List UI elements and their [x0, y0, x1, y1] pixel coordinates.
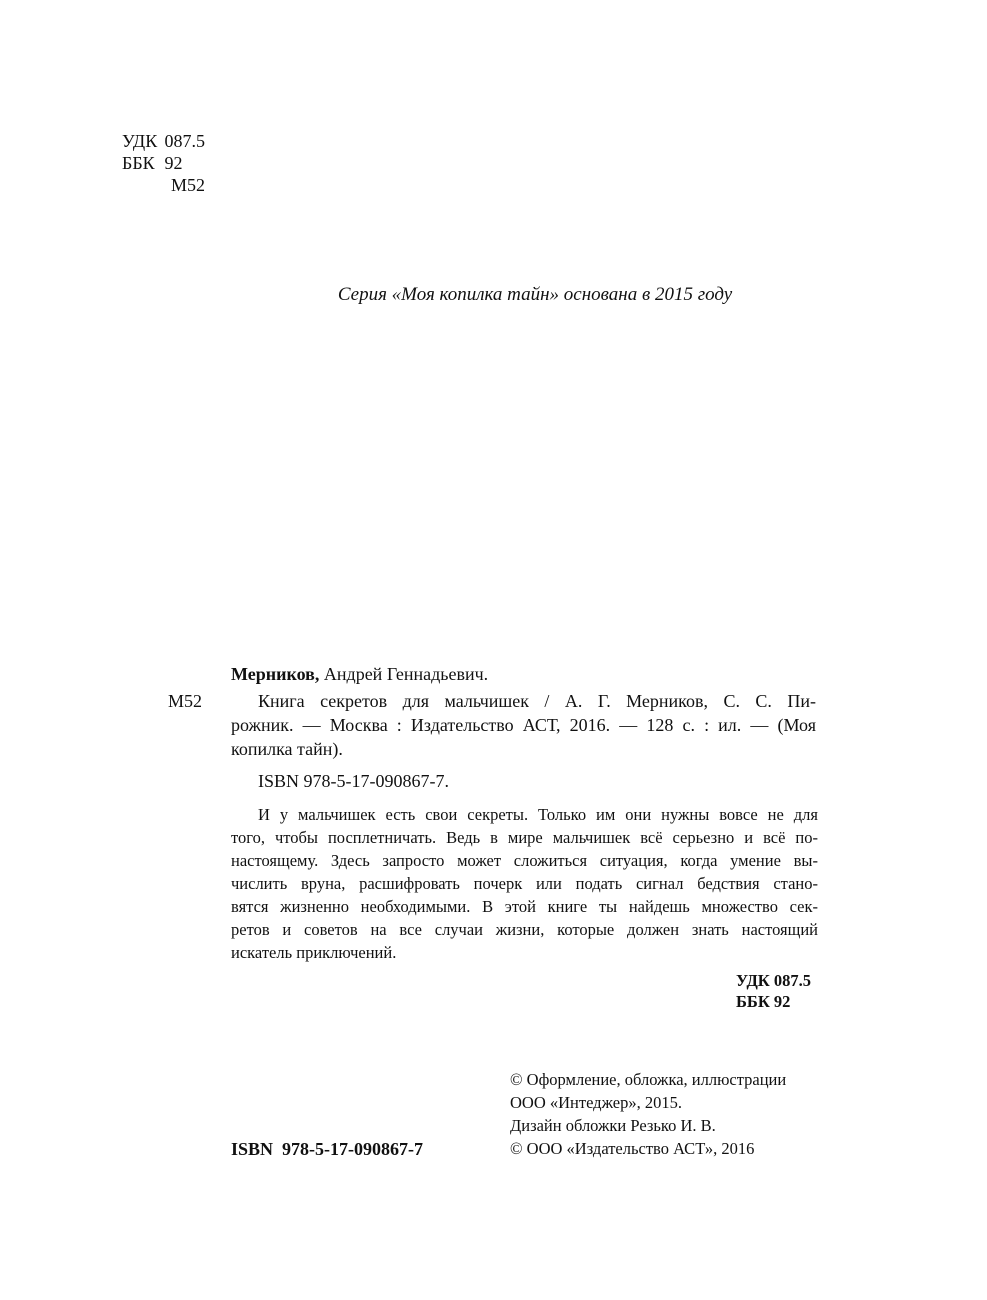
catalog-entry-line: Книга секретов для мальчишек / А. Г. Мерников, С. С. Пи- [258, 691, 816, 711]
annotation-line: ретов и советов на все случаи жизни, которые должен знать настоящий [231, 920, 818, 939]
author-mark-header: М52 [171, 175, 206, 195]
annotation-line: того, чтобы посплетничать. Ведь в мире мальчишек всё серьезно и всё по- [231, 828, 818, 847]
copyright-line: Дизайн обложки Резько И. В. [510, 1116, 716, 1135]
annotation-line: вятся жизненно необходимыми. В этой книге ты найдешь множество сек- [231, 897, 818, 916]
catalog-isbn: ISBN 978-5-17-090867-7. [258, 771, 449, 791]
catalog-entry-line: рожник. — Москва : Издательство АСТ, 2016. — 128 с. : ил. — (Моя [231, 715, 816, 735]
author-surname: Мерников, [231, 664, 320, 684]
series-note: Серия «Моя копилка тайн» основана в 2015 году [337, 284, 733, 305]
udk-value: 087.5 [164, 131, 205, 151]
copyright-line: ООО «Интеджер», 2015. [510, 1093, 682, 1112]
catalog-mark: М52 [168, 691, 203, 711]
footer-isbn: ISBN 978-5-17-090867-7 [231, 1139, 423, 1159]
catalog-bbk: ББК 92 [736, 992, 791, 1011]
annotation-line: искатель приключений. [231, 943, 397, 962]
catalog-udk: УДК 087.5 [736, 971, 812, 990]
catalog-entry-line: копилка тайн). [231, 739, 343, 759]
bbk-value: 92 [164, 153, 183, 173]
copyright-line: © ООО «Издательство АСТ», 2016 [510, 1139, 755, 1158]
catalog-author [231, 663, 488, 686]
annotation-line: числить вруна, расшифровать почерк или подать сигнал бедствия стано- [231, 874, 818, 893]
udk-header [122, 130, 205, 153]
annotation-line: настоящему. Здесь запросто может сложиться ситуация, когда умение вы- [231, 851, 818, 870]
udk-label: УДК [122, 131, 158, 151]
bbk-label: ББК [122, 153, 155, 173]
author-name: Андрей Геннадьевич. [319, 664, 489, 684]
annotation-line: И у мальчишек есть свои секреты. Только им они нужны вовсе не для [258, 805, 818, 824]
bbk-header [122, 152, 183, 175]
copyright-line: © Оформление, обложка, иллюстрации [510, 1070, 787, 1089]
